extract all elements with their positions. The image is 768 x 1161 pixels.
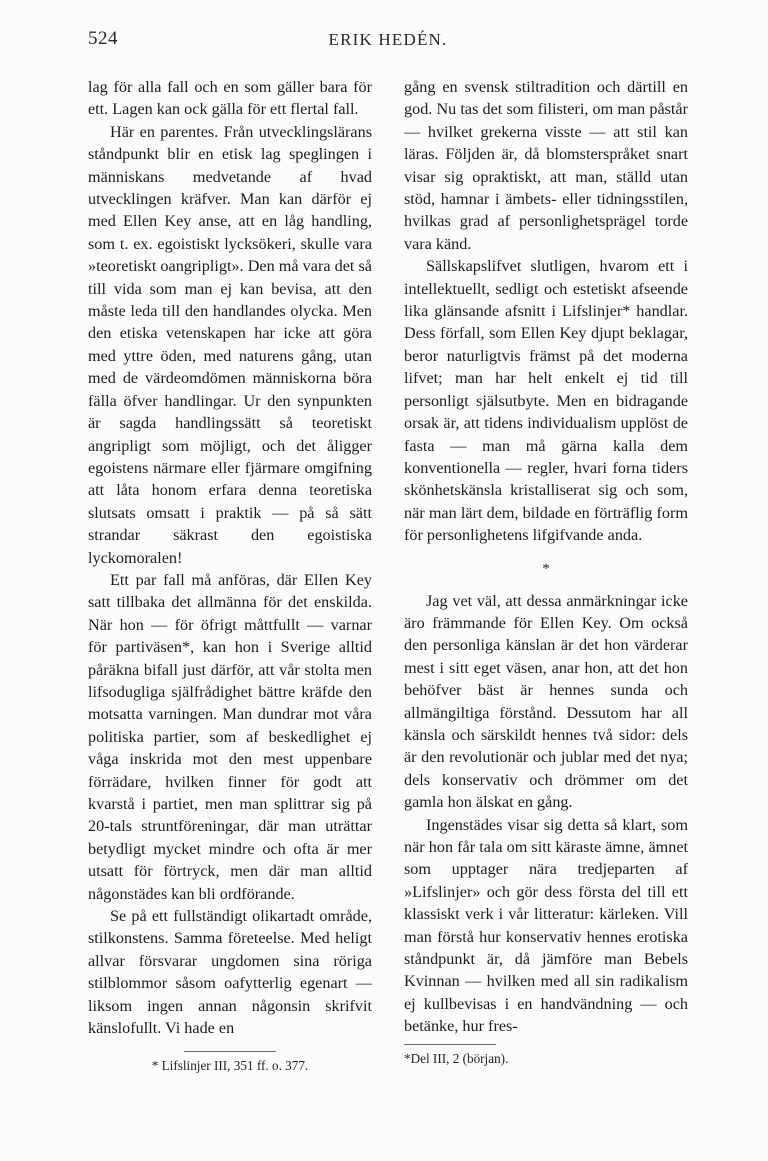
footnote-rule <box>404 1044 496 1045</box>
footnote-text: * Lifslinjer III, 351 ff. o. 377. <box>151 1058 309 1073</box>
footnote-rule <box>184 1051 276 1052</box>
paragraph: Se på ett fullständigt olikartadt område, stilkonstens. Samma företeelse. Med heligt allvar försvarar ungdomen sina röriga stilblommor såsom oafytterlig egenart — liksom ingen annan någonsin skrifvit känslofullt. Vi hade en <box>88 907 372 1038</box>
footnote-text: *Del III, 2 (början). <box>404 1051 509 1066</box>
paragraph: gång en svensk stiltradition och därtill en god. Nu tas det som filisteri, om man påstår — hvilket grekerna visste — att stil kan läras. Följden är, då blomsterspråket snart visar sig opraktiskt, att man, ställd utan stöd, hamnar i ämbets- eller tidningsstilen, hvilkas grad af personlighetsprägel torde vara känd. <box>404 78 688 253</box>
text-columns <box>88 76 688 1039</box>
page-header <box>88 28 688 54</box>
left-column <box>88 76 372 1039</box>
paragraph: Här en parentes. Från utvecklingslärans ståndpunkt blir en etisk lag speglingen i människans medvetande af hvad utvecklingen kräfver. Man kan därför ej med Ellen Key anse, att en låg handling, som t. ex. egoistiskt lycksökeri, skulle vara »teoretiskt oangripligt». Den må vara det så till vida som man ej kan bevisa, att den måste leda till den handlandes olycka. Men den etiska vetenskapen har icke att göra med yttre öden, med naturens gång, utan med de värdeomdömen människorna böra fälla öfver handlingar. Ur den synpunkten är sagda handlingssätt så teoretiskt angripligt som möjligt, och det åligger egoistens närmare eller fjärmare omgifning att låta honom erfara denna teoretiska slutsats omsatt i praktik — på så sätt strandar säkrast den egoistiska lyckomoralen! <box>88 122 372 567</box>
paragraph: Jag vet väl, att dessa anmärkningar icke äro främmande för Ellen Key. Om också den personliga känslan är det hon värderar mest i sitt eget väsen, anar hon, att det hon behöfver bäst är hennes sunda och allmängiltiga förstånd. Dessutom har all känsla och särskildt hennes två sidor: dels är den revolutionär och jublar med det nya; dels konservativ och drömmer om det gamla hon älskat en gång. <box>404 591 688 812</box>
left-footnote <box>88 1044 372 1074</box>
right-footnote <box>404 1044 688 1074</box>
running-title: ERIK HEDÉN. <box>328 30 448 49</box>
paragraph: Sällskapslifvet slutligen, hvarom ett i intellektuellt, sedligt och estetiskt afseende lika glänsande afsnitt i Lifslinjer* handlar. Dess förfall, som Ellen Key djupt beklagar, beror naturligtvis främst på det moderna lifvet; man har helt enkelt ej tid till personligt själsutbyte. Men en bidragande orsak är, att tidens individualism upplöst de fasta — man må gärna kalla dem konventionella — regler, hvari forna tiders skönhetskänsla kristalliserat sig och som, när man lärt dem, bildade en förträflig form för personlighetens lifgifvande anda. <box>404 257 688 545</box>
paragraph: Ett par fall må anföras, där Ellen Key satt tillbaka det allmänna för det enskilda. När hon — för öfrigt måttfullt — varnar för partiväsen*, kan hon i Sverige alltid påräkna bifall just därför, att vår stolta men lifsodugliga själfrådighet bättre kräfde den motsatta varningen. Man dundrar mot våra politiska partier, som af beskedlighet ej våga inskrida mot den mest uppenbare förrädare, hvilken finner för godt att kvarstå i partiet, men man splittrar sig på 20-tals struntföreningar, där man uträttar betydligt mycket mindre och ofta är mer utsatt för förtryck, men där man alltid någonstädes kan bli ordförande. <box>88 570 372 903</box>
paragraph: lag för alla fall och en som gäller bara för ett. Lagen kan ock gälla för ett flertal fall. <box>88 78 372 119</box>
right-column <box>404 76 688 1039</box>
section-separator: * <box>542 560 550 577</box>
page-number: 524 <box>88 28 118 49</box>
paragraph: Ingenstädes visar sig detta så klart, som när hon får tala om sitt käraste ämne, ämnet som upptager nära tredjeparten af »Lifslinjer» och gör dess första del till ett klassiskt verk i vår litteratur: kärleken. Vill man förstå hur konservativ hennes erotiska ståndpunkt är, då jämföre man Bebels Kvinnan — hvilken med all sin radikalism ej kullbevisas i en handvändning — och betänke, hur fres- <box>404 815 688 1036</box>
footnotes <box>88 1044 688 1074</box>
